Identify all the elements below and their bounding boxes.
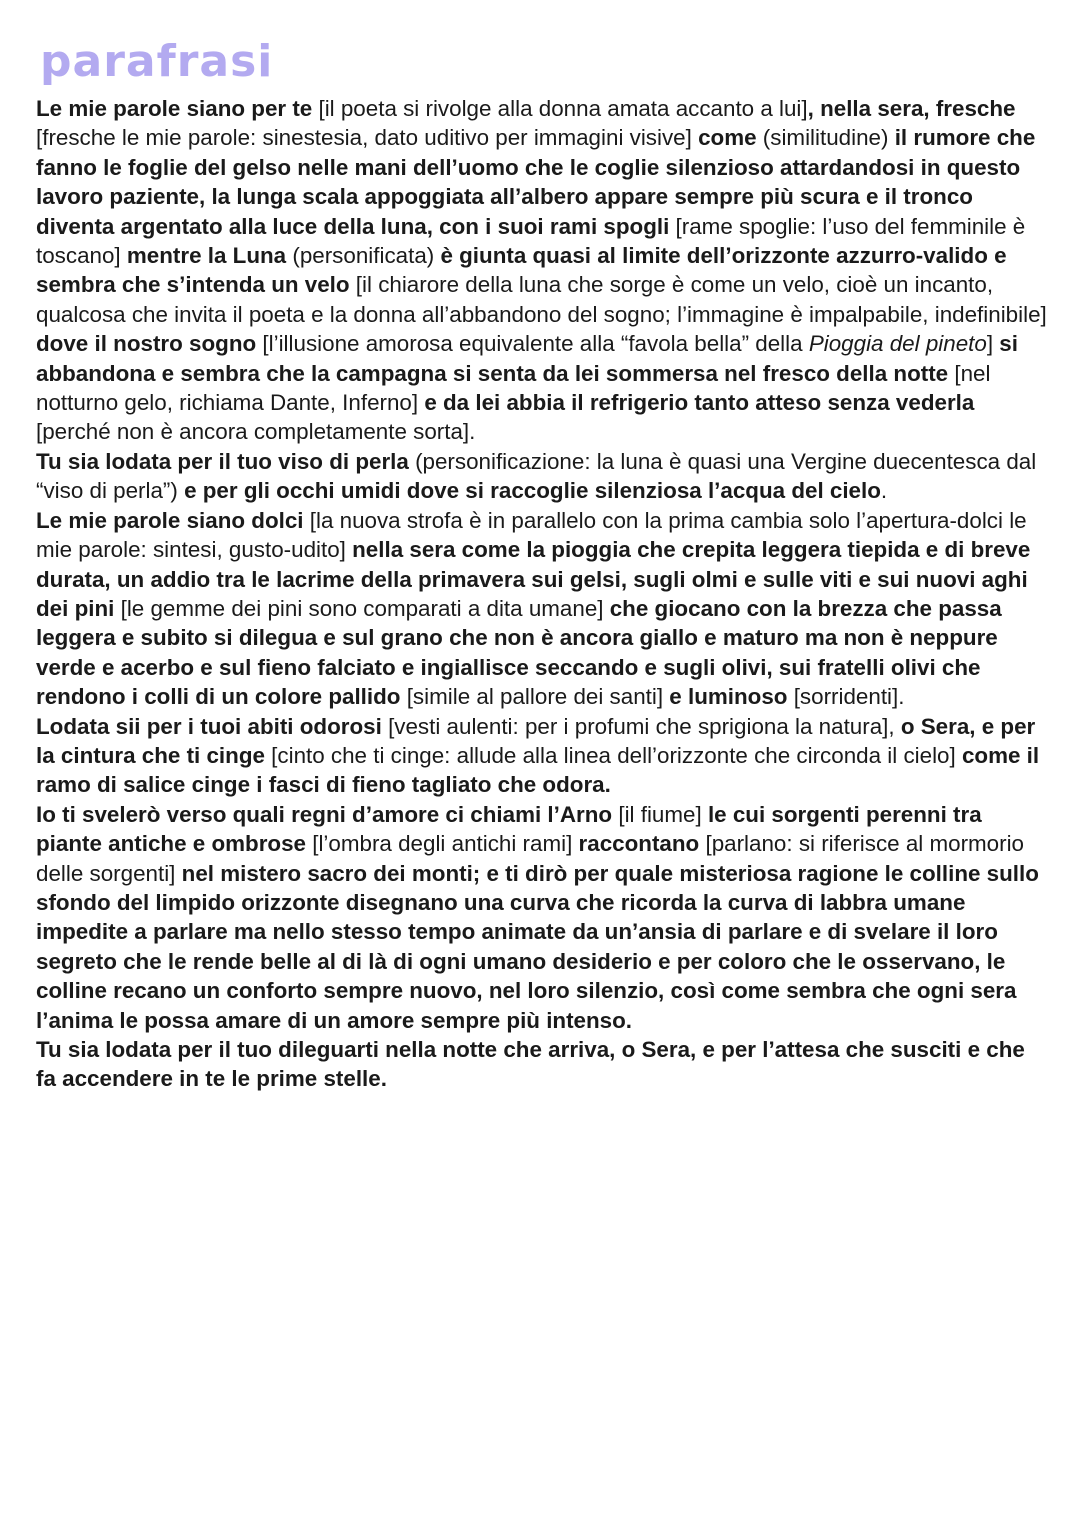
annotation-text: [la nuova strofa è in parallelo con la prima cambia solo l’apertura-dolci le mie parole: sintesi, gusto-udito] <box>36 507 1027 563</box>
paraphrase-text: nel mistero sacro dei monti; e ti dirò per quale misteriosa ragione le colline sullo sfondo del limpido orizzonte disegnano una curva che ricorda la curva di labbra umane impedite a parlare ma nello stesso tempo animate da un’ansia di parlare e di svelare il loro segreto che le rende belle al di là di ogni umano desiderio e per coloro che le osservano, le colline recano un conforto sempre nuovo, nel loro silenzio, così come sembra che ogni sera l’anima le possa amare di un amore sempre più intenso. <box>36 860 1039 1033</box>
paraphrase-text: raccontano <box>578 831 706 857</box>
annotation-text: [vesti aulenti: per i profumi che sprigiona la natura], <box>388 713 901 739</box>
annotation-text: ] <box>986 331 1000 357</box>
paraphrase-text: nella sera come la pioggia che crepita leggera tiepida e di breve durata, un addio tra le lacrime della primavera sui gelsi, sugli olmi e sulle viti e sui nuovi aghi dei pini <box>36 537 1031 621</box>
annotation-text: [il fiume] <box>618 801 708 827</box>
paraphrase-text: come <box>698 125 763 151</box>
annotation-text: [le gemme dei pini sono comparati a dita umane] <box>120 595 610 621</box>
document-page <box>36 34 1050 1094</box>
paragraph <box>36 94 1050 447</box>
annotation-text: [fresche le mie parole: sinestesia, dato uditivo per immagini visive] <box>36 125 699 151</box>
paraphrase-text: e luminoso <box>669 684 794 710</box>
annotation-text: (similitudine) <box>762 125 895 151</box>
annotation-text: [il chiarore della luna che sorge è come un velo, cioè un incanto, qualcosa che invita il poeta e la donna all’abbandono del sogno; l’immagine è impalpabile, indefinibile] <box>36 272 1047 327</box>
annotation-text: [parlano: si riferisce al mormorio delle sorgenti] <box>36 831 1025 886</box>
annotation-text: [sorridenti]. <box>793 684 905 710</box>
paraphrase-text: le cui sorgenti perenni tra piante antiche e ombrose <box>36 801 982 857</box>
annotation-text: . <box>880 478 888 504</box>
paragraph <box>36 712 1050 800</box>
paraphrase-text: e per gli occhi umidi dove si raccoglie silenziosa l’acqua del cielo <box>184 478 881 504</box>
paraphrase-text: , nella sera, fresche <box>807 96 1016 121</box>
paraphrase-text: mentre la Luna <box>126 243 293 269</box>
paraphrase-text: e da lei abbia il refrigerio tanto atteso senza vederla <box>424 390 975 416</box>
annotation-text: [l’ombra degli antichi rami] <box>312 831 579 857</box>
paraphrase-text: Le mie parole siano per te <box>36 96 319 121</box>
title-reference: Pioggia del pineto <box>808 331 987 357</box>
paraphrase-text: Tu sia lodata per il tuo dileguarti nella notte che arriva, o Sera, e per l’attesa che susciti e che fa accendere in te le prime stelle. <box>36 1037 1025 1092</box>
paraphrase-text: Io ti svelerò verso quali regni d’amore ci chiami l’Arno <box>36 801 619 827</box>
page-title: parafrasi <box>40 36 274 87</box>
paragraph <box>36 1035 1050 1094</box>
paraphrase-text: è giunta quasi al limite dell’orizzonte azzurro-valido e sembra che s’intenda un velo <box>36 243 1007 298</box>
paraphrase-text: dove il nostro sogno <box>36 331 263 357</box>
paraphrase-text: o Sera, e per la cintura che ti cinge <box>36 713 1036 768</box>
paraphrase-text: si abbandona e sembra che la campagna si senta da lei sommersa nel fresco della notte <box>36 331 1018 386</box>
annotation-text: (personificazione: la luna è quasi una Vergine duecentesca dal “viso di perla”) <box>36 448 1037 504</box>
paraphrase-text: che giocano con la brezza che passa leggera e subito si dilegua e sul grano che non è ancora giallo e maturo ma non è neppure verde e acerbo e sul fieno falciato e ingiallisce seccando e sugli olivi, sui fratelli olivi che rendono i colli di un colore pallido <box>36 595 1002 710</box>
annotation-text: [il poeta si rivolge alla donna amata accanto a lui] <box>318 96 808 121</box>
paraphrase-text: Le mie parole siano dolci <box>36 507 310 533</box>
paraphrase-text: come il ramo di salice cinge i fasci di fieno tagliato che odora. <box>36 742 1040 798</box>
annotation-text: [perché non è ancora completamente sorta]. <box>36 419 476 445</box>
paraphrase-body <box>36 94 1050 1094</box>
annotation-text: [rame spoglie: l’uso del femminile è toscano] <box>36 213 1026 269</box>
paraphrase-text: Tu sia lodata per il tuo viso di perla <box>36 448 416 474</box>
annotation-text: [simile al pallore dei santi] <box>406 684 670 710</box>
annotation-text: [l’illusione amorosa equivalente alla “favola bella” della <box>262 331 809 357</box>
paragraph <box>36 447 1050 506</box>
paraphrase-text: Lodata sii per i tuoi abiti odorosi <box>36 713 389 739</box>
paragraph <box>36 800 1050 1035</box>
annotation-text: (personificata) <box>292 243 441 269</box>
paraphrase-text: il rumore che fanno le foglie del gelso nelle mani dell’uomo che le coglie silenzioso attardandosi in questo lavoro paziente, la lunga scala appoggiata all’albero appare sempre più scura e il tronco diventa argentato alla luce della luna, con i suoi rami spogli <box>36 125 1036 239</box>
annotation-text: [cinto che ti cinge: allude alla linea dell’orizzonte che circonda il cielo] <box>271 742 962 768</box>
annotation-text: [nel notturno gelo, richiama Dante, Inferno] <box>36 360 991 416</box>
paragraph <box>36 506 1050 712</box>
